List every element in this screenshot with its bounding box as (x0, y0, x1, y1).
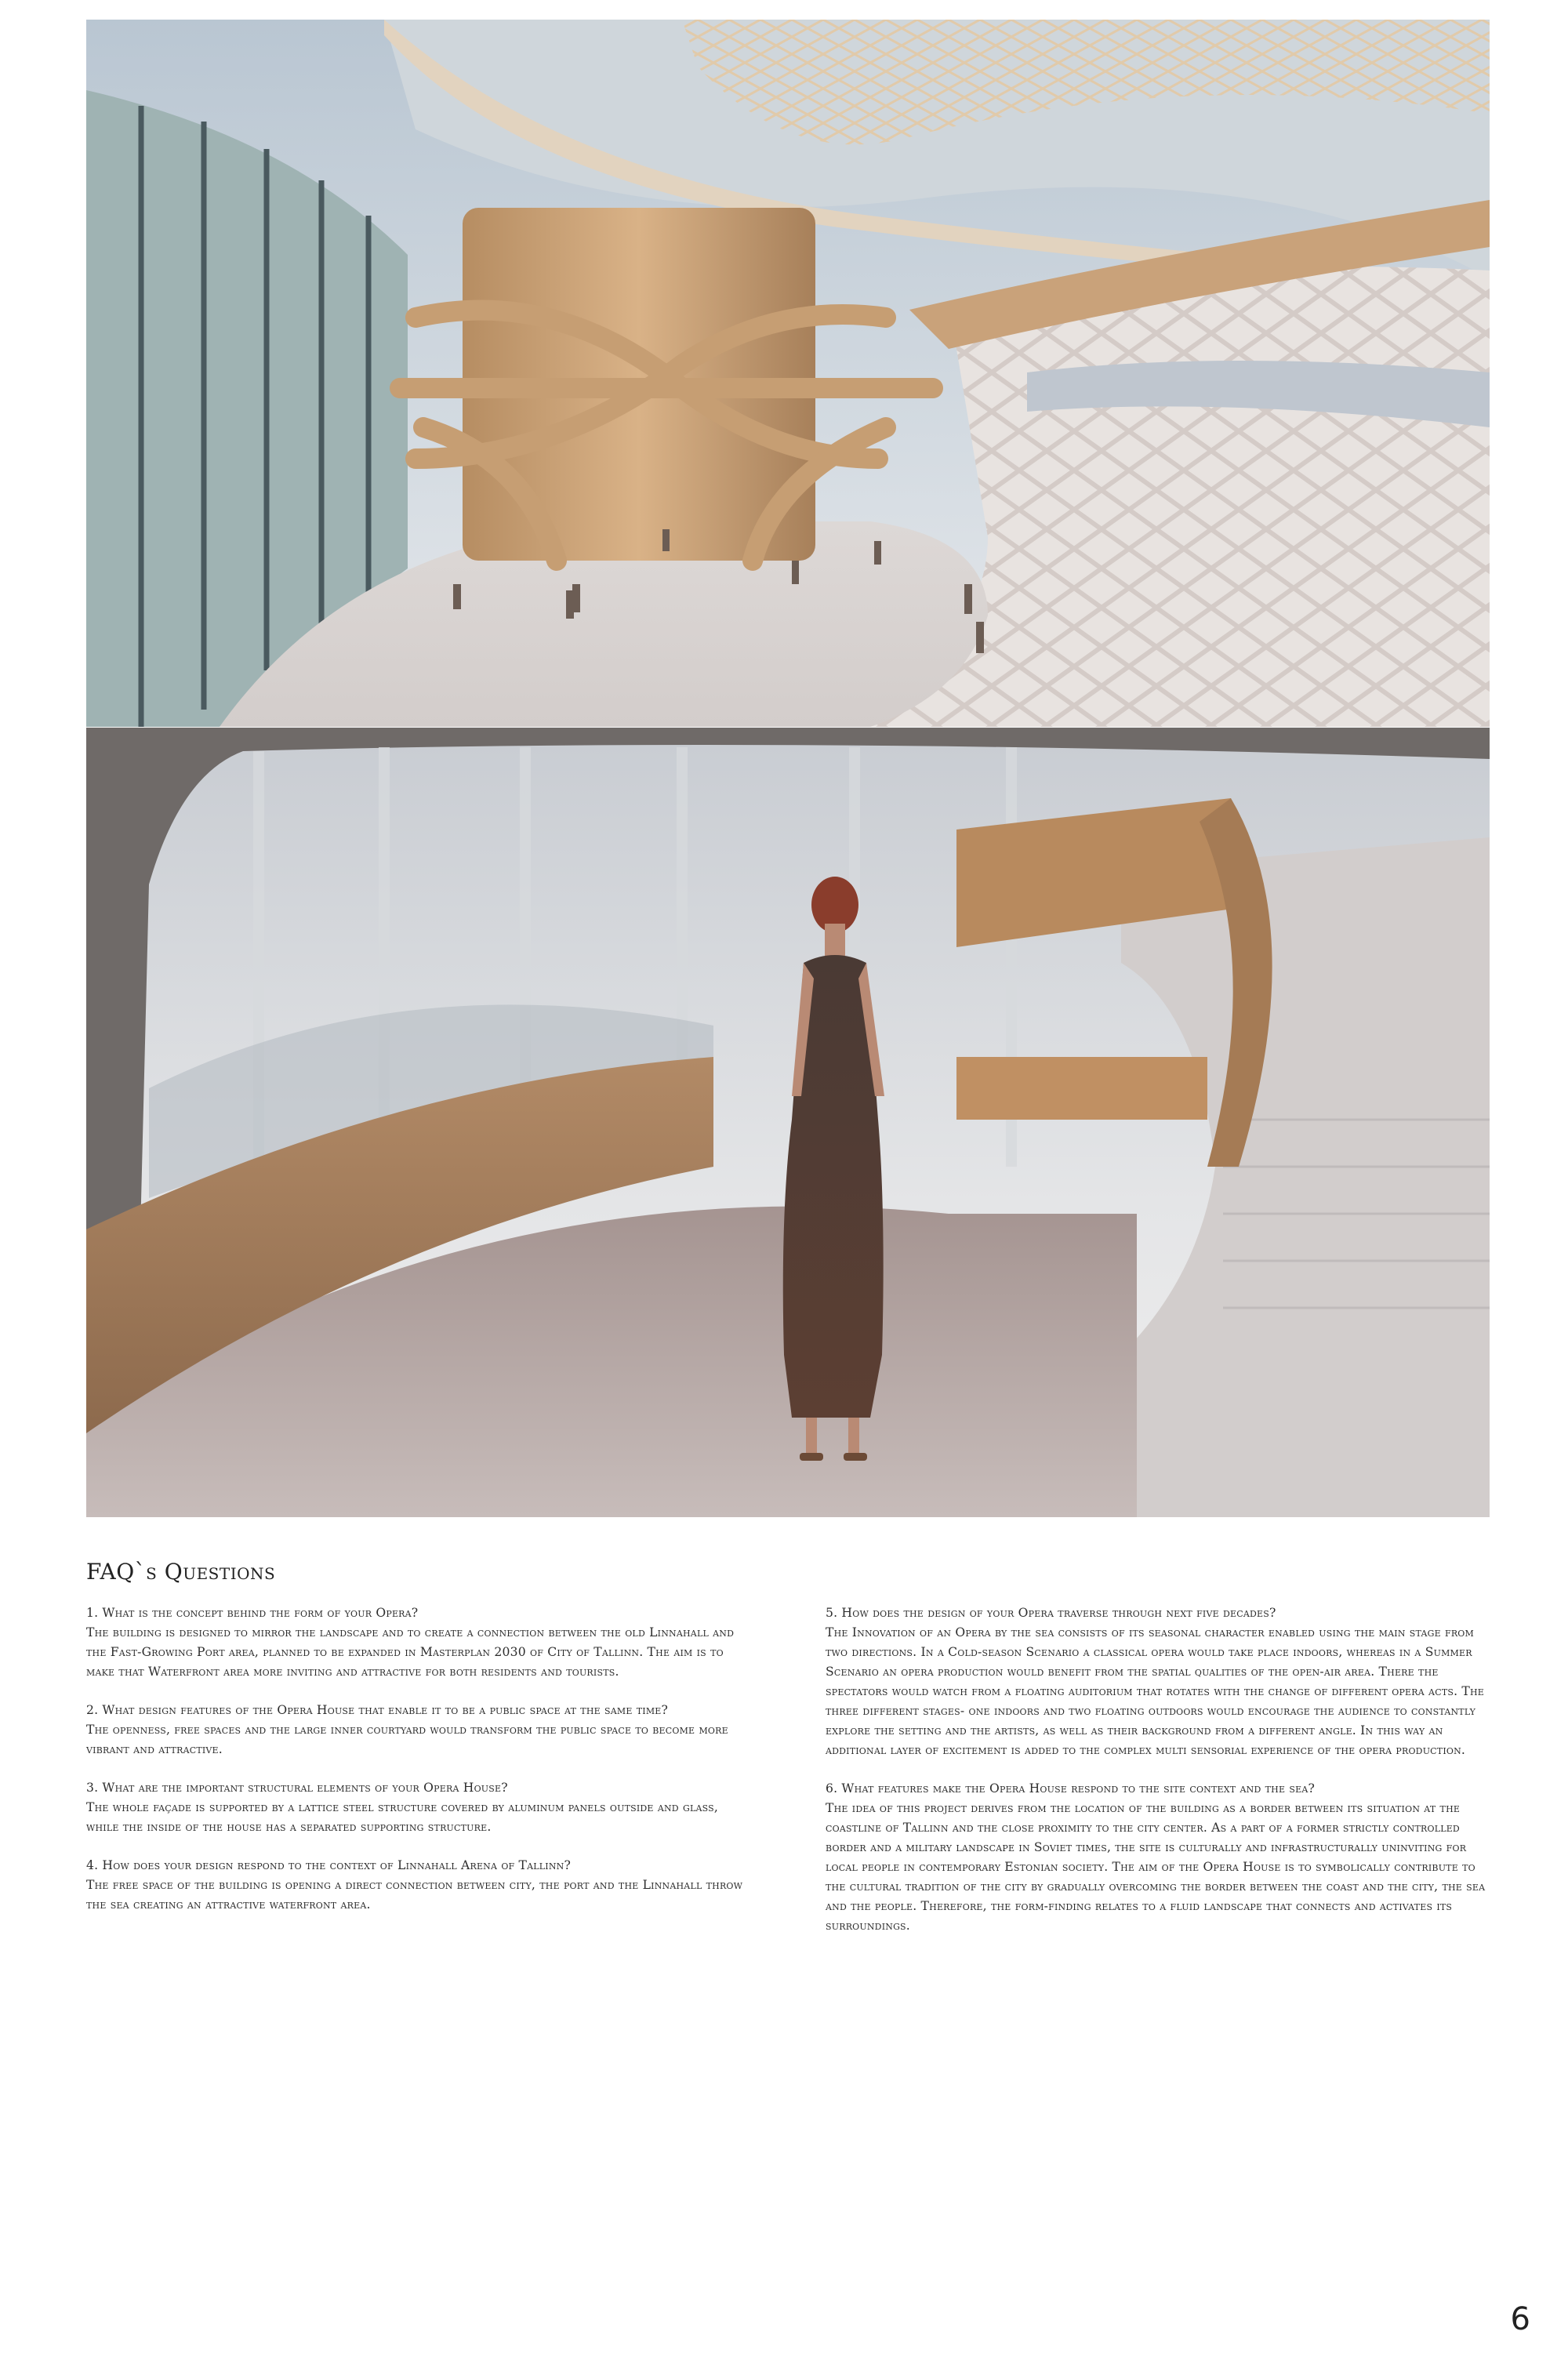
faq-answer: The building is designed to mirror the landscape and to create a connection between the old Linnahall and the Fast-Growing Port area, planned to be expanded in Masterplan 2030 of City of Tallinn. The aim is to make that Waterfront area more inviting and attractive for both residents and tourists. (86, 1625, 735, 1679)
faq-item (86, 1778, 749, 1837)
faq-question: 2. What design features of the Opera House that enable it to be a public space at the same time? (86, 1703, 669, 1717)
faq-answer: The whole façade is supported by a lattice steel structure covered by aluminum panels outside and glass, while the inside of the house has a separated supporting structure. (86, 1800, 719, 1834)
faq-question: 3. What are the important structural elements of your Opera House? (86, 1781, 508, 1795)
atrium-illustration (86, 20, 1490, 727)
page-number: 6 (1510, 2301, 1530, 2337)
faq-question: 1. What is the concept behind the form of your Opera? (86, 1606, 419, 1620)
faq-item (826, 1779, 1488, 1936)
faq-item (826, 1603, 1488, 1760)
faq-item (86, 1856, 749, 1915)
faq-question: 6. What features make the Opera House respond to the site context and the sea? (826, 1781, 1316, 1796)
faq-answer: The openness, free spaces and the large inner courtyard would transform the public space to become more vibrant and attractive. (86, 1723, 728, 1756)
faq-answer: The free space of the building is opening a direct connection between city, the port and the Linnahall throw the sea creating an attractive waterfront area. (86, 1878, 743, 1912)
faq-right-column (826, 1603, 1488, 1955)
faq-answer: The idea of this project derives from the location of the building as a border between its situation at the coastline of Tallinn and the close proximity to the city center. As a part of a former strictly controlled border and a military landscape in Soviet times, the site is culturally and infrastructurally uninviting for local people in contemporary Estonian society. The aim of the Opera House is to symbolically contribute to the cultural tradition of the city by gradually overcoming the border between the coast and the city, the sea and the people. Therefore, the form-finding relates to a fluid landscape that connects and activates its surroundings. (826, 1801, 1486, 1933)
faq-answer: The Innovation of an Opera by the sea consists of its seasonal character enabled using the main stage from two directions. In a Cold-season Scenario a classical opera would take place indoors, whereas in a Summer Scenario an opera production would benefit from the spatial qualities of the open-air area. There the spectators would watch from a floating auditorium that rotates with the change of different opera acts. The three different stages- one indoors and two floating outdoors would encourage the audience to constantly explore the setting and the artists, as well as their background from a different angle. In this way an additional layer of excitement is added to the complex multi sensorial experience of the opera production. (826, 1625, 1485, 1757)
faq-question: 4. How does your design respond to the context of Linnahall Arena of Tallinn? (86, 1858, 572, 1872)
faq-title: FAQ`s Questions (86, 1559, 276, 1585)
faq-question: 5. How does the design of your Opera traverse through next five decades? (826, 1606, 1276, 1620)
faq-item (86, 1603, 749, 1682)
balcony-illustration (86, 728, 1490, 1517)
atrium-render (86, 20, 1490, 727)
faq-left-column (86, 1603, 749, 1934)
balcony-render (86, 728, 1490, 1517)
faq-item (86, 1701, 749, 1759)
